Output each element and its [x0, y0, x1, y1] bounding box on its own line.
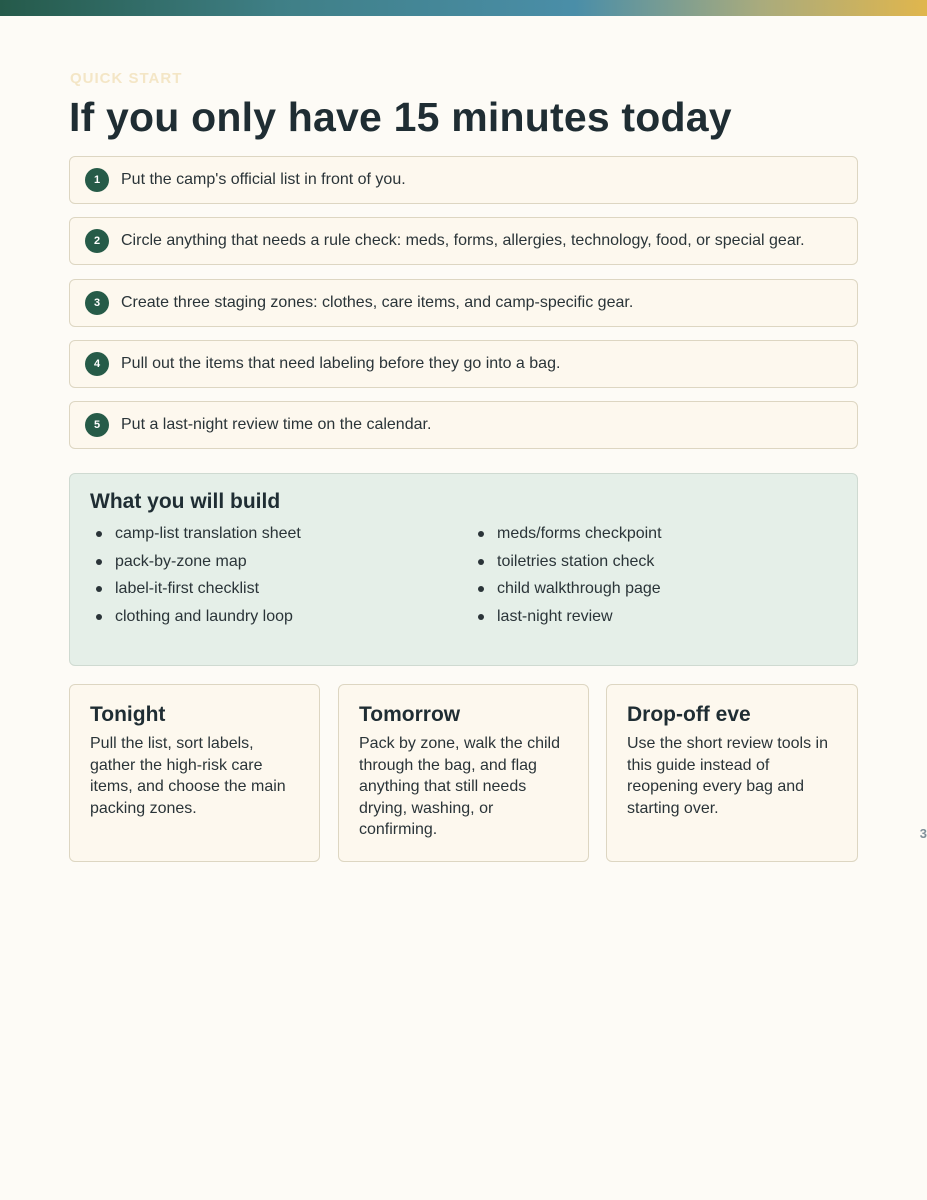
- build-list-item: [96, 607, 301, 635]
- bullet-icon: [478, 586, 484, 592]
- step-text: Circle anything that needs a rule check: meds, forms, allergies, technology, food, or special gear.: [121, 232, 805, 250]
- bullet-icon: [96, 559, 102, 565]
- build-item-text: child walkthrough page: [497, 580, 661, 597]
- card-body: Pull the list, sort labels, gather the high-risk care items, and choose the main packing zones.: [90, 735, 286, 817]
- top-gradient-bar: [0, 0, 927, 16]
- step-text: Put a last-night review time on the calendar.: [121, 416, 432, 433]
- build-list-item: [478, 607, 662, 635]
- bullet-icon: [478, 614, 484, 620]
- card-body: Pack by zone, walk the child through the bag, and flag anything that still needs drying, washing, or confirming.: [359, 735, 560, 839]
- card-title: Tonight: [90, 703, 166, 726]
- build-list-left: [96, 524, 301, 634]
- build-item-text: camp-list translation sheet: [115, 525, 301, 542]
- what-you-will-build-box: [69, 473, 858, 666]
- step-item: [69, 217, 858, 265]
- step-text: Put the camp's official list in front of you.: [121, 171, 406, 188]
- build-list-item: [478, 524, 662, 552]
- quick-steps-list: [69, 156, 858, 462]
- build-list-item: [96, 579, 301, 607]
- step-number-badge: 2: [85, 229, 109, 253]
- build-item-text: meds/forms checkpoint: [497, 525, 662, 542]
- bullet-icon: [478, 559, 484, 565]
- build-list-item: [96, 552, 301, 580]
- page-number: 3: [919, 826, 927, 841]
- card-tonight: [69, 684, 320, 862]
- build-list-item: [478, 579, 662, 607]
- page-title: If you only have 15 minutes today: [69, 94, 732, 140]
- step-text: Pull out the items that need labeling before they go into a bag.: [121, 354, 561, 372]
- step-text: Create three staging zones: clothes, care items, and camp-specific gear.: [121, 293, 634, 311]
- bullet-icon: [96, 586, 102, 592]
- step-item: [69, 279, 858, 327]
- step-item: [69, 340, 858, 388]
- build-item-text: pack-by-zone map: [115, 552, 247, 570]
- step-number-badge: 4: [85, 352, 109, 376]
- section-eyebrow: QUICK START: [70, 70, 183, 87]
- bullet-icon: [96, 614, 102, 620]
- step-number-badge: 1: [85, 168, 109, 192]
- bullet-icon: [478, 531, 484, 537]
- step-number-badge: 5: [85, 413, 109, 437]
- card-tomorrow: [338, 684, 589, 862]
- build-list-right: [478, 524, 662, 634]
- card-title: Drop-off eve: [627, 703, 751, 726]
- build-item-text: last-night review: [497, 607, 613, 625]
- step-item: [69, 156, 858, 204]
- card-drop-off-eve: [606, 684, 858, 862]
- build-item-text: toiletries station check: [497, 552, 655, 570]
- build-list-item: [478, 552, 662, 580]
- card-title: Tomorrow: [359, 703, 461, 726]
- step-number-badge: 3: [85, 291, 109, 315]
- build-item-text: clothing and laundry loop: [115, 607, 293, 625]
- build-box-title: What you will build: [90, 490, 281, 513]
- build-item-text: label-it-first checklist: [115, 580, 260, 597]
- step-item: [69, 401, 858, 449]
- build-list-item: [96, 524, 301, 552]
- card-body: Use the short review tools in this guide instead of reopening every bag and starting over.: [627, 735, 828, 817]
- bullet-icon: [96, 531, 102, 537]
